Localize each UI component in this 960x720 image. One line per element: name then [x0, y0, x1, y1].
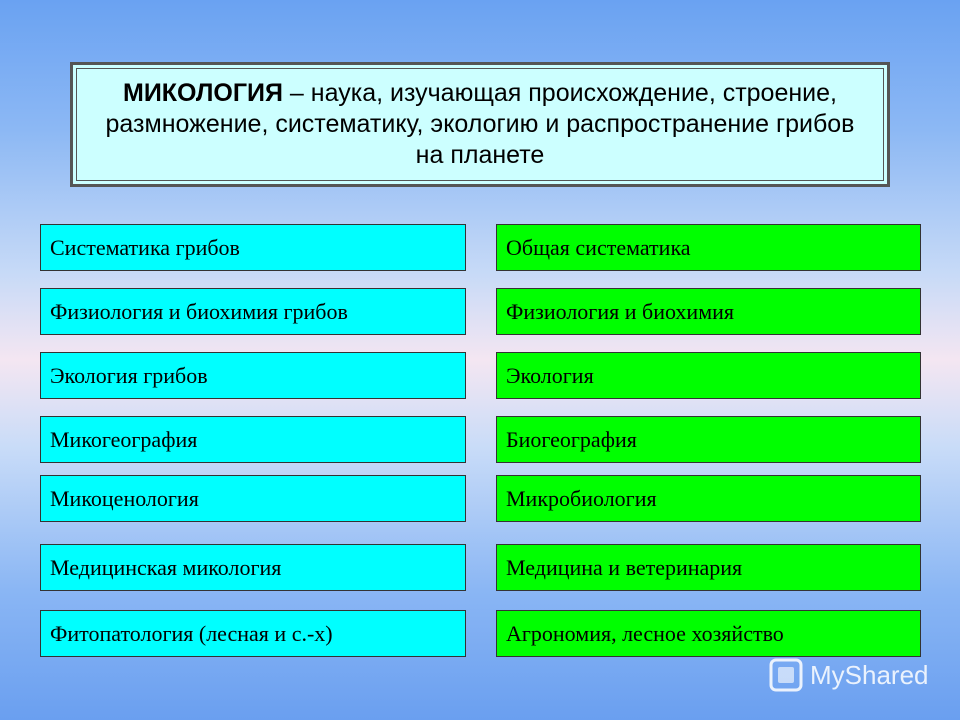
definition-box	[70, 62, 890, 187]
watermark-text: MyShared	[810, 659, 929, 690]
watermark	[768, 655, 929, 695]
left-box-physiology: Физиология и биохимия грибов	[40, 288, 466, 335]
right-box-agronomy: Агрономия, лесное хозяйство	[496, 610, 921, 657]
right-box-biogeography: Биогеография	[496, 416, 921, 463]
left-box-mycocenology: Микоценология	[40, 475, 466, 522]
right-box-medicine: Медицина и ветеринария	[496, 544, 921, 591]
myshared-logo-icon	[768, 657, 804, 693]
definition-text	[103, 78, 857, 172]
left-box-systematics: Систематика грибов	[40, 224, 466, 271]
definition-term: МИКОЛОГИЯ	[123, 78, 283, 107]
left-box-phytopathology: Фитопатология (лесная и с.-х)	[40, 610, 466, 657]
right-box-microbiology: Микробиология	[496, 475, 921, 522]
definition-body: – наука, изучающая происхождение, строение, размножение, систематику, экологию и распространение грибов на планете	[105, 78, 855, 170]
left-box-medical-mycology: Медицинская микология	[40, 544, 466, 591]
right-box-ecology: Экология	[496, 352, 921, 399]
right-box-physiology: Физиология и биохимия	[496, 288, 921, 335]
right-box-general-systematics: Общая систематика	[496, 224, 921, 271]
left-box-ecology: Экология грибов	[40, 352, 466, 399]
left-box-mycogeography: Микогеография	[40, 416, 466, 463]
